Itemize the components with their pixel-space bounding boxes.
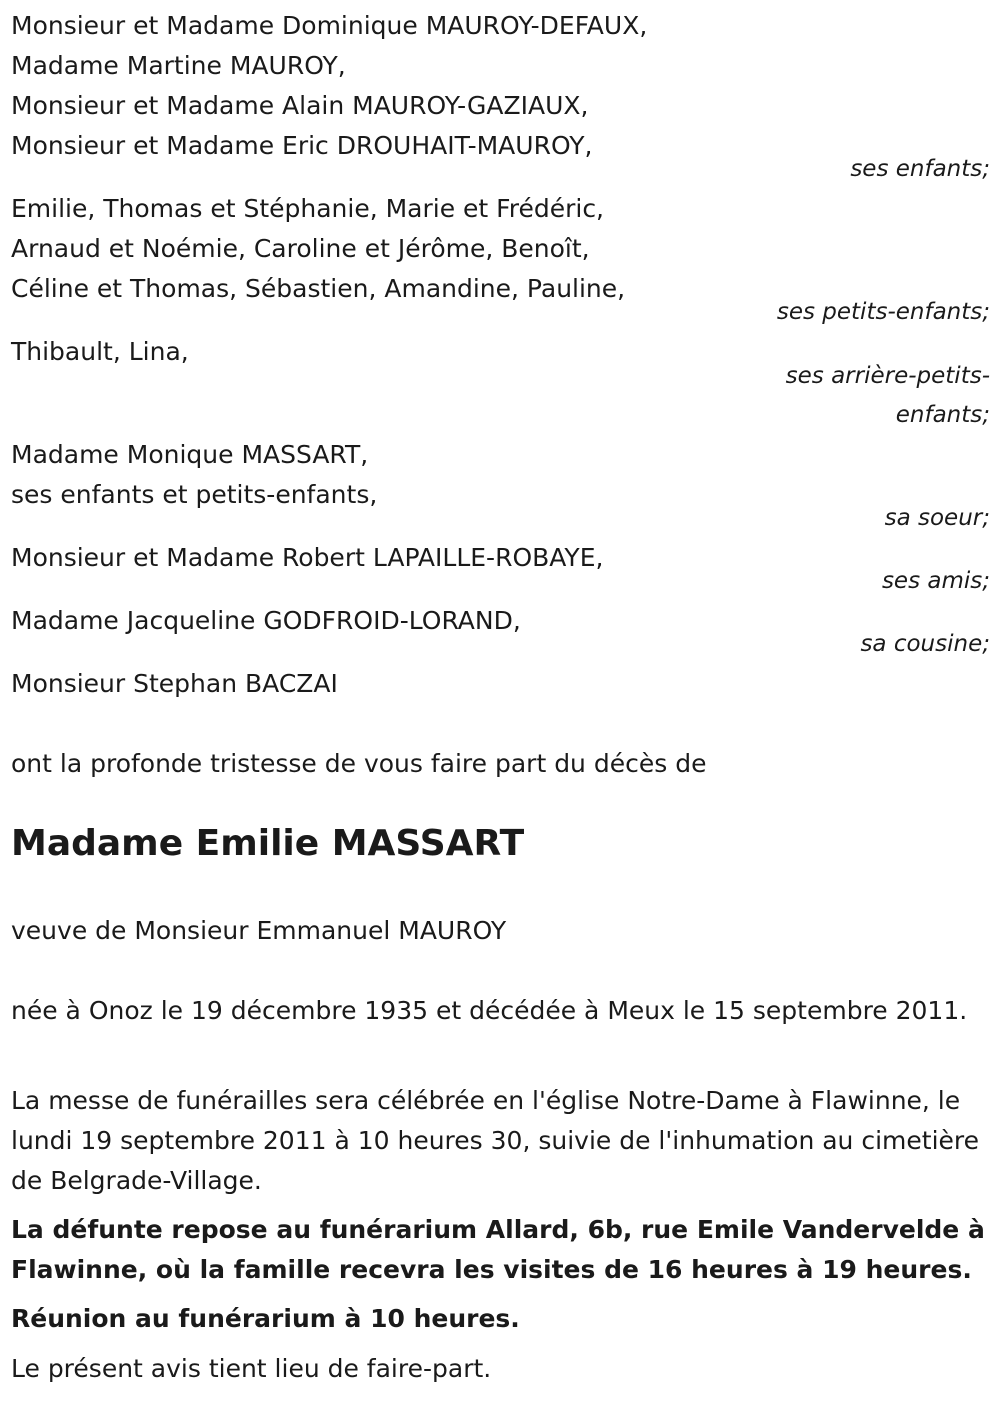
birth-death-text: née à Onoz le 19 décembre 1935 et décédée à Meux le 15 septembre 2011. <box>11 996 968 1025</box>
closing-text: Le présent avis tient lieu de faire-part. <box>11 1354 492 1383</box>
cousin-relation: sa cousine; <box>860 631 990 657</box>
grandchildren-line-3: Céline et Thomas, Sébastien, Amandine, Pauline, <box>11 274 626 303</box>
children-line-2: Madame Martine MAUROY, <box>11 51 346 80</box>
funeral-home-text: La défunte repose au funérarium Allard, 6b, rue Emile Vandervelde à Flawinne, où la famille recevra les visites de 16 heures à 19 heures. <box>11 1215 985 1284</box>
announcement-text: ont la profonde tristesse de vous faire part du décès de <box>11 749 707 778</box>
deceased-name: Madame Emilie MASSART <box>11 823 525 864</box>
great-grandchildren-relation-2: enfants; <box>895 402 990 428</box>
children-line-4: Monsieur et Madame Eric DROUHAIT-MAUROY, <box>11 131 593 160</box>
great-grandchildren-relation-1: ses arrière-petits- <box>785 363 990 389</box>
widow-of-text: veuve de Monsieur Emmanuel MAUROY <box>11 916 507 945</box>
friends-relation: ses amis; <box>881 568 990 594</box>
cousin-line-1: Madame Jacqueline GODFROID-LORAND, <box>11 606 521 635</box>
children-relation: ses enfants; <box>850 156 990 182</box>
children-line-3: Monsieur et Madame Alain MAUROY-GAZIAUX, <box>11 91 589 120</box>
children-line-1: Monsieur et Madame Dominique MAUROY-DEFAUX, <box>11 11 648 40</box>
meeting-text: Réunion au funérarium à 10 heures. <box>11 1304 520 1333</box>
sister-line-2: ses enfants et petits-enfants, <box>11 480 378 509</box>
grandchildren-relation: ses petits-enfants; <box>776 299 990 325</box>
friends-line-1: Monsieur et Madame Robert LAPAILLE-ROBAYE, <box>11 543 604 572</box>
other-line-1: Monsieur Stephan BACZAI <box>11 669 338 698</box>
grandchildren-line-2: Arnaud et Noémie, Caroline et Jérôme, Benoît, <box>11 234 590 263</box>
sister-relation: sa soeur; <box>884 505 990 531</box>
great-grandchildren-line-1: Thibault, Lina, <box>11 337 189 366</box>
grandchildren-line-1: Emilie, Thomas et Stéphanie, Marie et Frédéric, <box>11 194 605 223</box>
funeral-mass-text: La messe de funérailles sera célébrée en l'église Notre-Dame à Flawinne, le lundi 19 septembre 2011 à 10 heures 30, suivie de l'inhumation au cimetière de Belgrade-Village. <box>11 1086 980 1195</box>
sister-line-1: Madame Monique MASSART, <box>11 440 369 469</box>
